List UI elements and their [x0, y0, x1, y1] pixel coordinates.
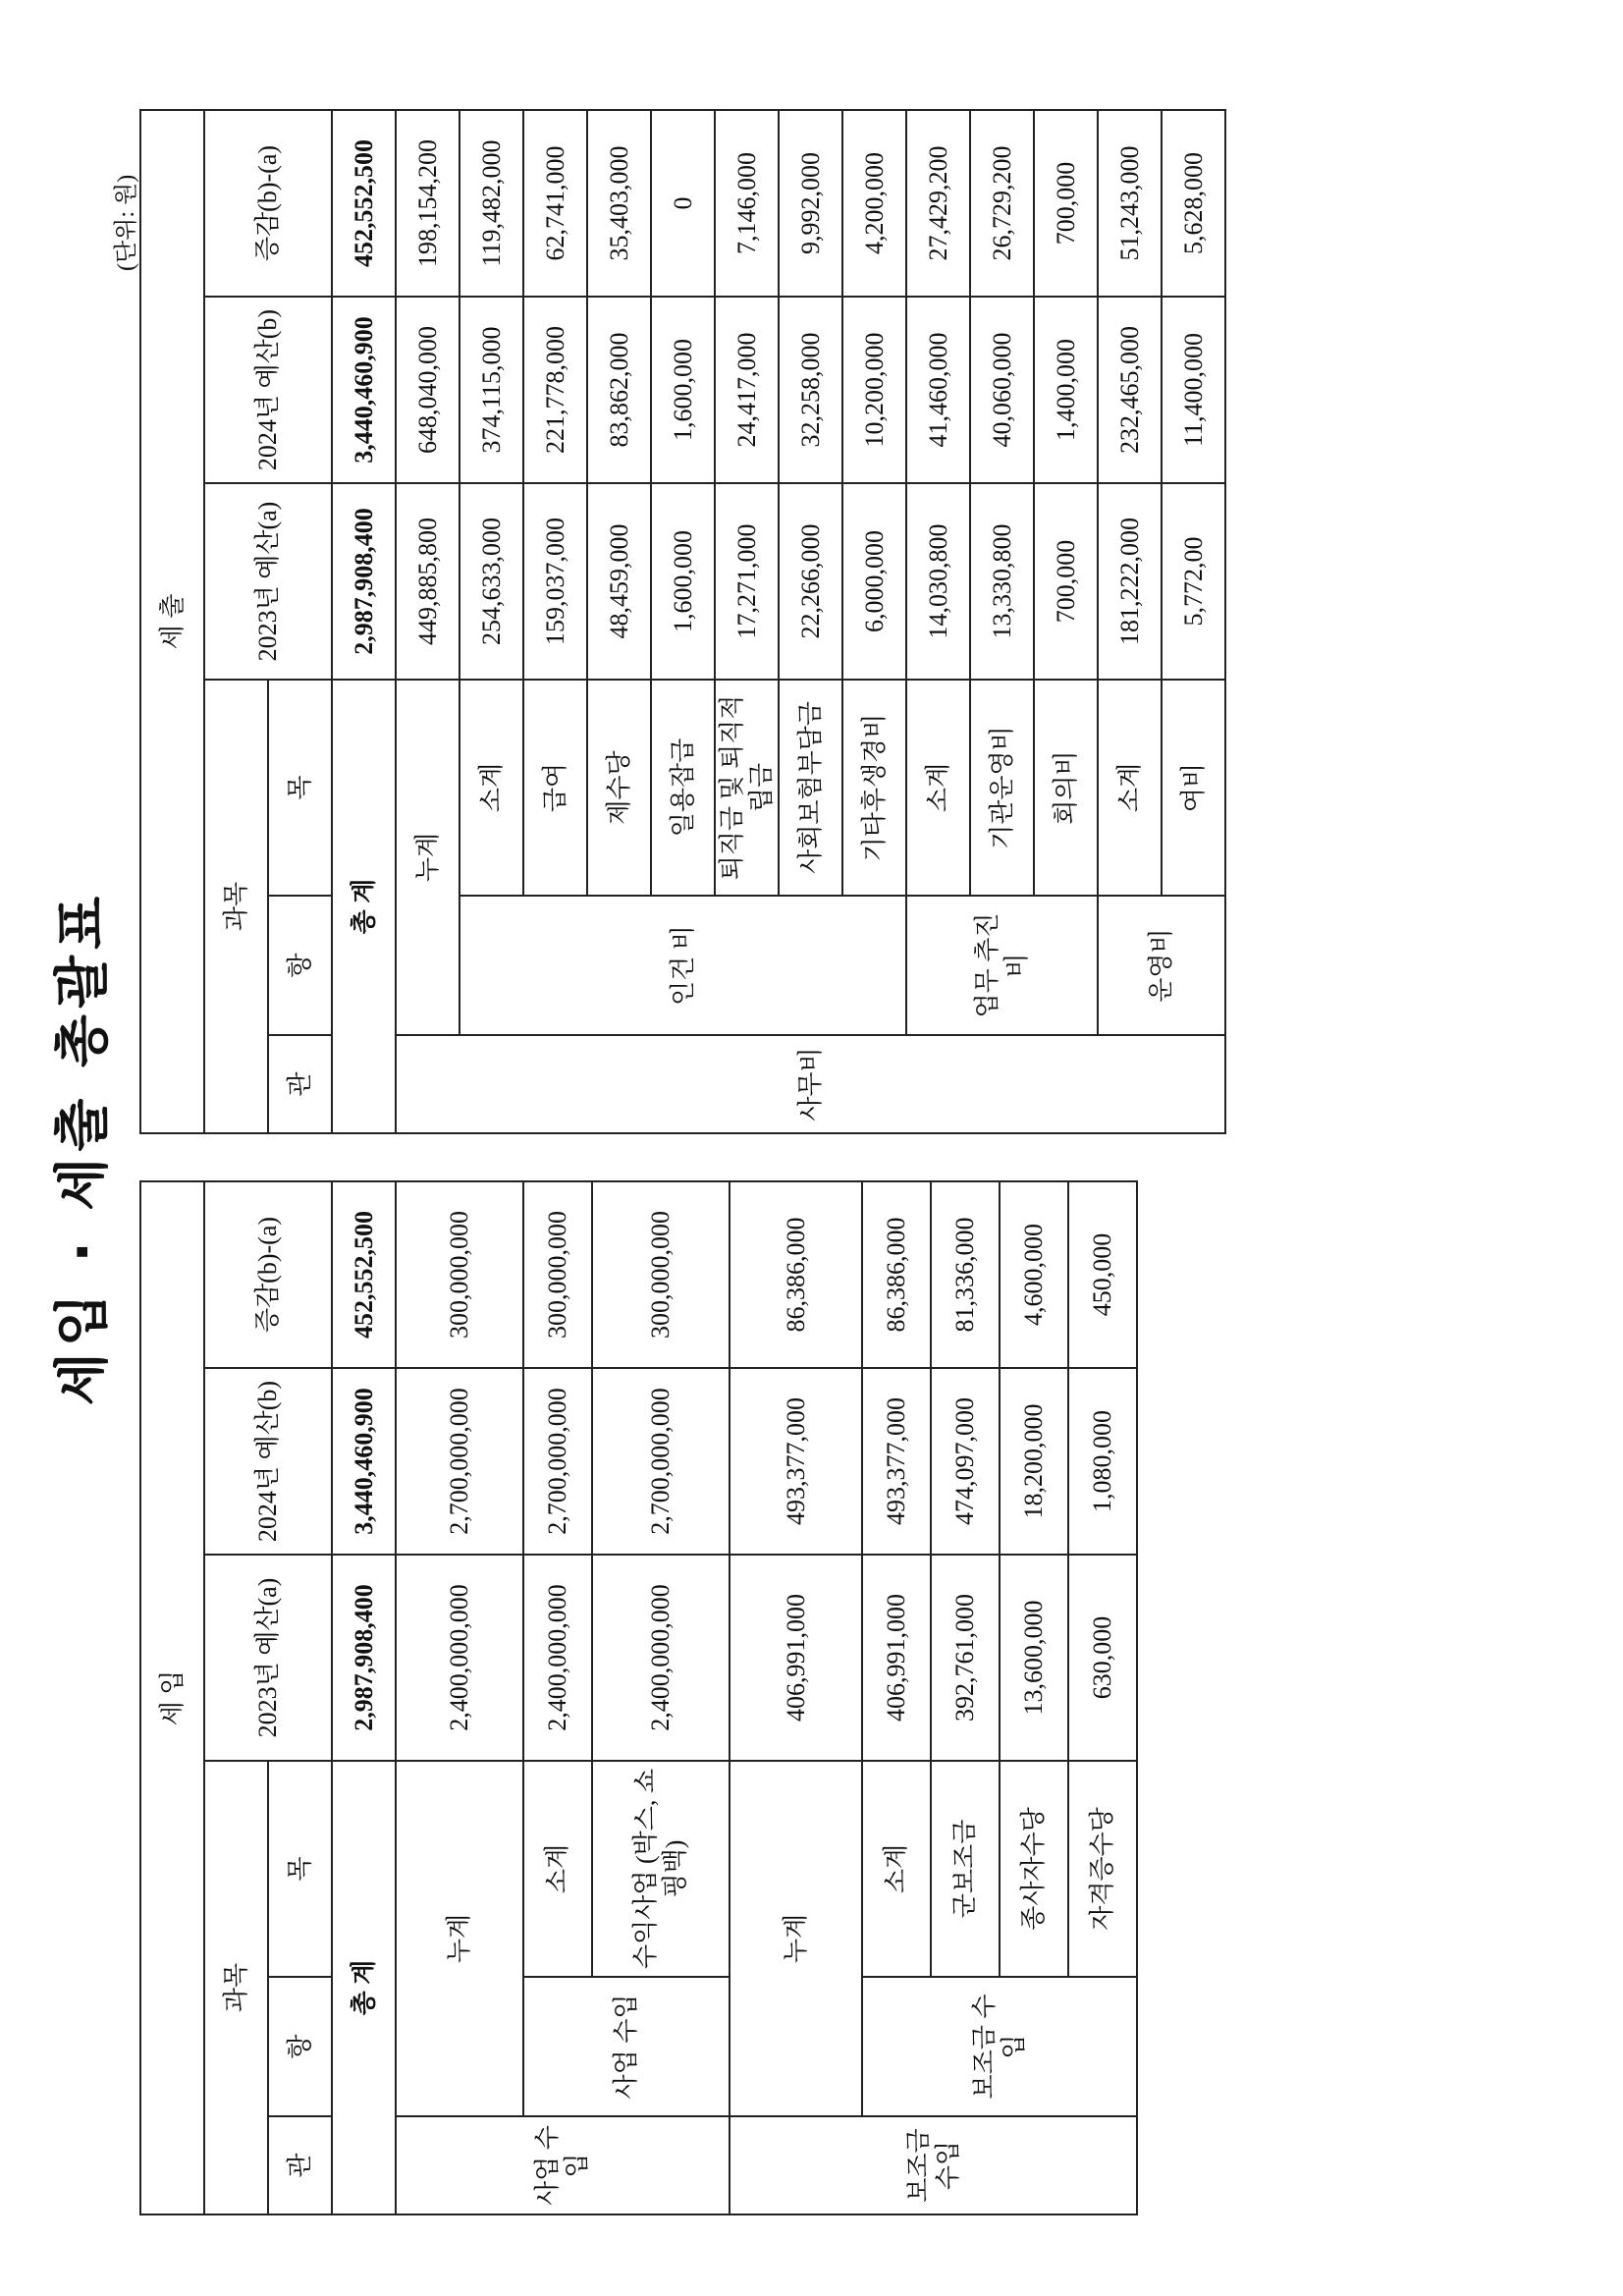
- expense-promotion-subtotal-2024: 41,460,000: [906, 297, 970, 483]
- income-subsidy-row-label: 군보조금: [931, 1761, 1000, 1977]
- expense-promotion-subtotal-2023: 14,030,800: [906, 483, 970, 680]
- expense-personnel-row-label: 일용잡급: [651, 680, 715, 896]
- expense-operation-subtotal-label: 소계: [1098, 680, 1162, 896]
- income-total-label: 총 계: [332, 1761, 396, 2214]
- expense-personnel-row-2023: 159,037,000: [523, 483, 587, 680]
- expense-personnel-row-2023: 6,000,000: [842, 483, 906, 680]
- expense-personnel-subtotal-2024: 374,115,000: [460, 297, 523, 483]
- income-subsidy-row-diff: 81,336,000: [931, 1181, 1000, 1368]
- expense-promotion-subtotal-diff: 27,429,200: [906, 110, 970, 297]
- expense-total-2024: 3,440,460,900: [332, 297, 396, 483]
- income-business-subtotal-label: 소계: [523, 1761, 592, 1977]
- income-business-gwan: 사업 수입: [396, 2116, 730, 2214]
- expense-promotion-row-diff: 700,000: [1034, 110, 1098, 297]
- expense-promotion-row-2023: 13,330,800: [970, 483, 1034, 680]
- expense-promotion-subtotal-row: [906, 110, 970, 1133]
- expense-promotion-row-diff: 26,729,200: [970, 110, 1034, 297]
- income-business-subtotal-row: [523, 1181, 592, 2214]
- income-total-diff: 452,552,500: [332, 1181, 396, 1368]
- income-mok-header: 목: [268, 1761, 332, 1977]
- income-subsidy-cumulative-2024: 493,377,000: [730, 1368, 862, 1555]
- income-business-row-label: 수익사업 (박스, 쇼핑백): [592, 1761, 730, 1977]
- expense-section-header-row: [140, 110, 204, 1133]
- expense-cumulative-label: 누계: [396, 680, 460, 1035]
- income-business-row-2023: 2,400,000,000: [592, 1555, 730, 1761]
- income-total-row: [332, 1181, 396, 2214]
- expense-operation-row-diff: 5,628,000: [1162, 110, 1225, 297]
- expense-personnel-subtotal-row: [460, 110, 523, 1133]
- expense-personnel-subtotal-diff: 119,482,000: [460, 110, 523, 297]
- expense-promotion-subtotal-label: 소계: [906, 680, 970, 896]
- expense-personnel-row-2024: 1,600,000: [651, 297, 715, 483]
- income-business-cumulative-row: [396, 1181, 523, 2214]
- expense-cumulative-2024: 648,040,000: [396, 297, 460, 483]
- expense-promotion-hang: 업무 추진비: [906, 896, 1098, 1035]
- income-subsidy-row-diff: 450,000: [1068, 1181, 1137, 1368]
- expense-operation-row-2023: 5,772,00: [1162, 483, 1225, 680]
- expense-section-label: 세 출: [140, 110, 204, 1133]
- income-business-subtotal-2023: 2,400,000,000: [523, 1555, 592, 1761]
- expense-personnel-row-2023: 48,459,000: [587, 483, 651, 680]
- expense-personnel-row-2023: 1,600,000: [651, 483, 715, 680]
- expense-operation-subtotal-row: [1098, 110, 1162, 1133]
- income-subsidy-cumulative-2023: 406,991,000: [730, 1555, 862, 1761]
- income-subsidy-cumulative-diff: 86,386,000: [730, 1181, 862, 1368]
- income-business-row-diff: 300,000,000: [592, 1181, 730, 1368]
- income-total-2024: 3,440,460,900: [332, 1368, 396, 1555]
- income-business-hang: 사업 수입: [523, 1977, 730, 2116]
- income-section-header-row: [140, 1181, 204, 2214]
- expense-operation-subtotal-diff: 51,243,000: [1098, 110, 1162, 297]
- income-total-2023: 2,987,908,400: [332, 1555, 396, 1761]
- income-gwan-header: 관: [268, 2116, 332, 2214]
- expense-office-gwan: 사무비: [396, 1035, 1225, 1133]
- unit-note: (단위: 원): [114, 174, 139, 271]
- income-section-label: 세 입: [140, 1181, 204, 2214]
- income-subsidy-cumulative-row: [730, 1181, 862, 2214]
- income-subsidy-subtotal-2023: 406,991,000: [862, 1555, 931, 1761]
- income-diff-header: 증감(b)-(a): [204, 1181, 332, 1368]
- income-subsidy-cumulative-label: 누계: [730, 1761, 862, 2116]
- income-subsidy-row-2024: 474,097,000: [931, 1368, 1000, 1555]
- expense-personnel-row-2024: 221,778,000: [523, 297, 587, 483]
- expense-promotion-row-label: 회의비: [1034, 680, 1098, 896]
- expense-2023-budget-header: 2023년 예산(a): [204, 483, 332, 680]
- income-business-row-2024: 2,700,000,000: [592, 1368, 730, 1555]
- expense-personnel-subtotal-label: 소계: [460, 680, 523, 896]
- expense-personnel-row-label: 급여: [523, 680, 587, 896]
- income-business-cumulative-label: 누계: [396, 1761, 523, 2116]
- expense-personnel-subtotal-2023: 254,633,000: [460, 483, 523, 680]
- expense-operation-hang: 운영비: [1098, 896, 1225, 1035]
- income-subsidy-subtotal-2024: 493,377,000: [862, 1368, 931, 1555]
- expense-personnel-row-2024: 83,862,000: [587, 297, 651, 483]
- expense-operation-row-label: 여비: [1162, 680, 1225, 896]
- expense-personnel-row-label: 사회보험부담금: [779, 680, 842, 896]
- expense-hang-header: 항: [268, 896, 332, 1035]
- income-subsidy-row-diff: 4,600,000: [1000, 1181, 1068, 1368]
- expense-personnel-row-diff: 35,403,000: [587, 110, 651, 297]
- expense-personnel-row-diff: 4,200,000: [842, 110, 906, 297]
- expense-personnel-row-label: 기타후생경비: [842, 680, 906, 896]
- income-business-subtotal-2024: 2,700,000,000: [523, 1368, 592, 1555]
- income-subject-label: 과목: [204, 1761, 268, 2214]
- page-title: 세입 · 세출 총괄표: [51, 890, 115, 1406]
- income-subsidy-row-2024: 1,080,000: [1068, 1368, 1137, 1555]
- income-subsidy-subtotal-label: 소계: [862, 1761, 931, 1977]
- expense-promotion-row-2023: 700,000: [1034, 483, 1098, 680]
- income-subsidy-row-2023: 630,000: [1068, 1555, 1137, 1761]
- expense-personnel-row-2023: 17,271,000: [715, 483, 779, 680]
- expense-total-label: 총 계: [332, 680, 396, 1133]
- expense-personnel-row-diff: 0: [651, 110, 715, 297]
- income-subsidy-hang: 보조금 수입: [862, 1977, 1137, 2116]
- expense-promotion-row-label: 기관운영비: [970, 680, 1034, 896]
- expense-personnel-row-2024: 32,258,000: [779, 297, 842, 483]
- expense-cumulative-row: [396, 110, 460, 1133]
- expense-table: [139, 109, 1226, 1134]
- income-business-cumulative-2024: 2,700,000,000: [396, 1368, 523, 1555]
- expense-subject-header-row: [204, 110, 268, 1133]
- income-subsidy-subtotal-diff: 86,386,000: [862, 1181, 931, 1368]
- income-subject-header-row: [204, 1181, 268, 2214]
- expense-personnel-hang: 인건 비: [460, 896, 906, 1035]
- income-subsidy-row-2023: 13,600,000: [1000, 1555, 1068, 1761]
- expense-total-diff: 452,552,500: [332, 110, 396, 297]
- expense-operation-subtotal-2023: 181,222,000: [1098, 483, 1162, 680]
- expense-subject-label: 과목: [204, 680, 268, 1133]
- income-hang-header: 항: [268, 1977, 332, 2116]
- expense-personnel-row-diff: 62,741,000: [523, 110, 587, 297]
- expense-2024-budget-header: 2024년 예산(b): [204, 297, 332, 483]
- income-subsidy-row-2024: 18,200,000: [1000, 1368, 1068, 1555]
- expense-total-row: [332, 110, 396, 1133]
- expense-personnel-row-2023: 22,266,000: [779, 483, 842, 680]
- income-subsidy-row-label: 종사자수당: [1000, 1761, 1068, 1977]
- expense-mok-header: 목: [268, 680, 332, 896]
- expense-gwan-header: 관: [268, 1035, 332, 1133]
- income-2023-budget-header: 2023년 예산(a): [204, 1555, 332, 1761]
- income-subsidy-subtotal-row: [862, 1181, 931, 2214]
- income-subsidy-row-2023: 392,761,000: [931, 1555, 1000, 1761]
- expense-promotion-row-2024: 1,400,000: [1034, 297, 1098, 483]
- income-business-cumulative-2023: 2,400,000,000: [396, 1555, 523, 1761]
- expense-cumulative-diff: 198,154,200: [396, 110, 460, 297]
- expense-personnel-row-2024: 10,200,000: [842, 297, 906, 483]
- expense-personnel-row-label: 제수당: [587, 680, 651, 896]
- expense-total-2023: 2,987,908,400: [332, 483, 396, 680]
- expense-operation-row-2024: 11,400,000: [1162, 297, 1225, 483]
- income-subsidy-row-label: 자격증수당: [1068, 1761, 1137, 1977]
- expense-personnel-row-label: 퇴직금 및 퇴직적립금: [715, 680, 779, 896]
- income-table: [139, 1180, 1138, 2215]
- income-business-cumulative-diff: 300,000,000: [396, 1181, 523, 1368]
- income-subsidy-gwan: 보조금 수입: [730, 2116, 1137, 2214]
- expense-promotion-row-2024: 40,060,000: [970, 297, 1034, 483]
- expense-operation-subtotal-2024: 232,465,000: [1098, 297, 1162, 483]
- income-business-subtotal-diff: 300,000,000: [523, 1181, 592, 1368]
- income-2024-budget-header: 2024년 예산(b): [204, 1368, 332, 1555]
- expense-diff-header: 증감(b)-(a): [204, 110, 332, 297]
- expense-personnel-row-diff: 9,992,000: [779, 110, 842, 297]
- expense-personnel-row-2024: 24,417,000: [715, 297, 779, 483]
- expense-personnel-row-diff: 7,146,000: [715, 110, 779, 297]
- expense-cumulative-2023: 449,885,800: [396, 483, 460, 680]
